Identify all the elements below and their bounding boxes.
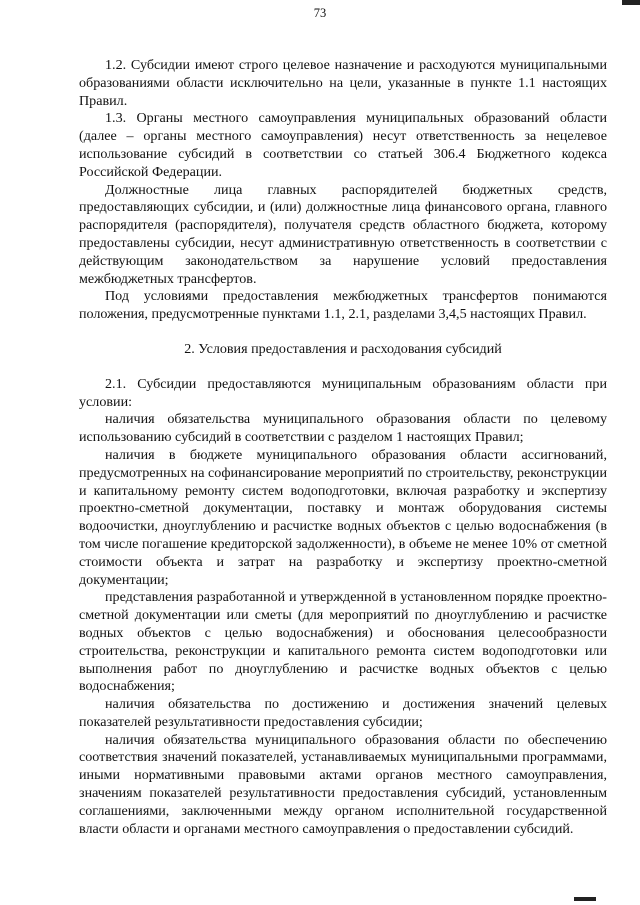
section-heading: 2. Условия предоставления и расходования субсидий: [184, 340, 502, 357]
page-number: 73: [313, 6, 327, 20]
condition-target-use: наличия обязательства муниципального образования области по целевому использованию субсидий в соответствии с разделом 1 настоящих Правил;: [79, 411, 607, 446]
condition-design-documentation: представления разработанной и утвержденной в установленном порядке проектно-сметной документации или сметы (для мероприятий по дноуглублению и расчистке водных объектов с целью водоснабжения) и обоснования целесообразности строительства, реконструкции и капитального ремонта систем водоподготовки или выполнения работ по дноуглублению и расчистке водных объектов с целью водоснабжения;: [79, 589, 607, 695]
paragraph-1-2: 1.2. Субсидии имеют строго целевое назначение и расходуются муниципальными образованиями области исключительно на цели, указанные в пункте 1.1 настоящих Правил.: [79, 57, 607, 109]
document-body: [79, 57, 607, 838]
condition-indicator-compliance: наличия обязательства муниципального образования области по обеспечению соответствия значений показателей, устанавливаемых муниципальными программами, иными нормативными правовыми актами органов местного самоуправления, значениям показателей результативности предоставления субсидий, установленным соглашениями, заключенными между органом исполнительной государственной власти области и органами местного самоуправления о предоставлении субсидий.: [79, 731, 607, 837]
paragraph-1-3: 1.3. Органы местного самоуправления муниципальных образований области (далее – органы местного самоуправления) несут ответственность за нецелевое использование субсидий в соответствии со статьей 306.4 Бюджетного кодекса Российской Федерации.: [79, 110, 607, 180]
condition-budget-allocations: наличия в бюджете муниципального образования области ассигнований, предусмотренных на софинансирование мероприятий по строительству, реконструкции и капитальному ремонту систем водоподготовки, включая разработку и экспертизу проектно-сметной документации, поставку и монтаж оборудования системы водоочистки, дноуглублению и расчистке водных объектов с целью водоснабжения (в том числе погашение кредиторской задолженности), в объеме не менее 10% от сметной стоимости объекта и затрат на разработку и экспертизу проектно-сметной документации;: [79, 446, 607, 588]
condition-performance-indicators: наличия обязательства по достижению и достижения значений целевых показателей результативности предоставления субсидии;: [79, 696, 607, 730]
paragraph-2-1: 2.1. Субсидии предоставляются муниципальным образованиям области при условии:: [79, 375, 607, 410]
scan-edge-mark-top: [622, 0, 640, 5]
paragraph-transfer-conditions: Под условиями предоставления межбюджетных трансфертов понимаются положения, предусмотренные пунктами 1.1, 2.1, разделами 3,4,5 настоящих Правил.: [79, 288, 607, 323]
paragraph-officials-responsibility: Должностные лица главных распорядителей бюджетных средств, предоставляющих субсидии, и (или) должностные лица финансового органа, главного распорядителя (распорядителя), получателя средств областного бюджета, которому предоставлены субсидии, несут административную ответственность в соответствии с действующим законодательством за нарушение условий предоставления межбюджетных трансфертов.: [79, 181, 607, 287]
scan-edge-mark-bottom: [574, 897, 596, 901]
